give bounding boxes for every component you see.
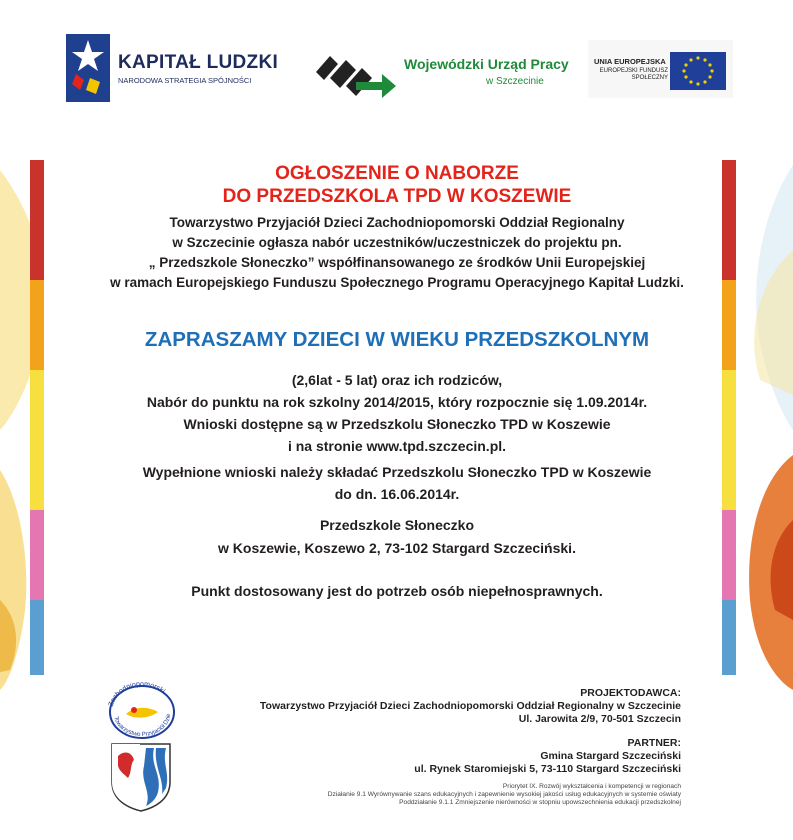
program-action: Działanie 9.1 Wyrównywanie szans edukacyjnych i zapewnienie wysokiej jakości usług edukacyjnych w systemie oświaty (327, 791, 681, 798)
tpd-logo-ring-top: Zachodniopomorski (107, 680, 167, 708)
details-line-4: i na stronie www.tpd.szczecin.pl. (287, 438, 507, 454)
eu-logo (588, 40, 733, 98)
details-line-5: Wypełnione wnioski należy składać Przedszkolu Słoneczko TPD w Koszewie (142, 464, 652, 480)
address-line-1: Przedszkole Słoneczko (319, 517, 475, 533)
intro-line-3: „ Przedszkole Słoneczko” współfinansowanego ze środków Unii Europejskiej (148, 255, 646, 270)
address-line-2: w Koszewie, Koszewo 2, 73-102 Stargard Szczeciński. (218, 540, 576, 556)
wup-emblem-icon (316, 42, 400, 98)
invitation-heading: ZAPRASZAMY DZIECI W WIEKU PRZEDSZKOLNYM (144, 328, 650, 351)
tpd-logo (104, 680, 180, 740)
program-priority: Priorytet IX. Rozwój wykształcenia i kompetencji w regionach (502, 783, 681, 790)
projektodawca-address: Ul. Jarowita 2/9, 70-501 Szczecin (518, 713, 681, 725)
details-line-6: do dn. 16.06.2014r. (334, 486, 460, 502)
details-line-1: (2,6lat - 5 lat) oraz ich rodziców, (291, 372, 503, 388)
wup-name: Wojewódzki Urząd Pracy (404, 56, 569, 72)
projektodawca-name: Towarzystwo Przyjaciół Dzieci Zachodniopomorski Oddział Regionalny w Szczecinie (259, 700, 681, 712)
program-subaction: Poddziałanie 9.1.1 Zmniejszenie nierówności w stopniu upowszechnienia edukacji przedszkolnej (399, 799, 681, 806)
wup-logo (316, 42, 569, 102)
details-line-3: Wnioski dostępne są w Przedszkolu Słoneczko TPD w Koszewie (183, 416, 611, 432)
partner-name: Gmina Stargard Szczeciński (540, 750, 681, 762)
kapital-ludzki-logo (66, 34, 279, 104)
wup-city: w Szczecinie (486, 76, 544, 87)
partner-label: PARTNER: (627, 737, 681, 749)
partner-address: ul. Rynek Staromiejski 5, 73-110 Stargard Szczeciński (414, 763, 681, 775)
intro-line-2: w Szczecinie ogłasza nabór uczestników/uczestniczek do projektu pn. (172, 235, 622, 250)
announcement-title-line2: DO PRZEDSZKOLA TPD W KOSZEWIE (222, 186, 572, 207)
announcement-title-line1: OGŁOSZENIE O NABORZE (275, 163, 519, 184)
intro-line-1: Towarzystwo Przyjaciół Dzieci Zachodniopomorski Oddział Regionalny (169, 215, 625, 230)
kapital-ludzki-subtitle: NARODOWA STRATEGIA SPÓJNOŚCI (118, 76, 252, 85)
eu-title: UNIA EUROPEJSKA (594, 57, 666, 66)
gmina-coat-of-arms-icon (110, 742, 172, 812)
projektodawca-label: PROJEKTODAWCA: (580, 687, 681, 699)
eu-flag-icon (670, 52, 726, 90)
details-line-2: Nabór do punktu na rok szkolny 2014/2015, który rozpocznie się 1.09.2014r. (146, 394, 648, 410)
kapital-ludzki-emblem-icon (66, 34, 114, 104)
kapital-ludzki-title: KAPITAŁ LUDZKI (118, 52, 279, 73)
accessibility-note: Punkt dostosowany jest do potrzeb osób niepełnosprawnych. (191, 583, 603, 599)
intro-line-4: w ramach Europejskiego Funduszu Społecznego Programu Operacyjnego Kapitał Ludzki. (110, 275, 684, 290)
tpd-logo-ring-bottom: Towarzystwo Przyjaciół Dzie (112, 713, 173, 739)
eu-fund: EUROPEJSKI FUNDUSZ SPOŁECZNY (599, 68, 668, 81)
